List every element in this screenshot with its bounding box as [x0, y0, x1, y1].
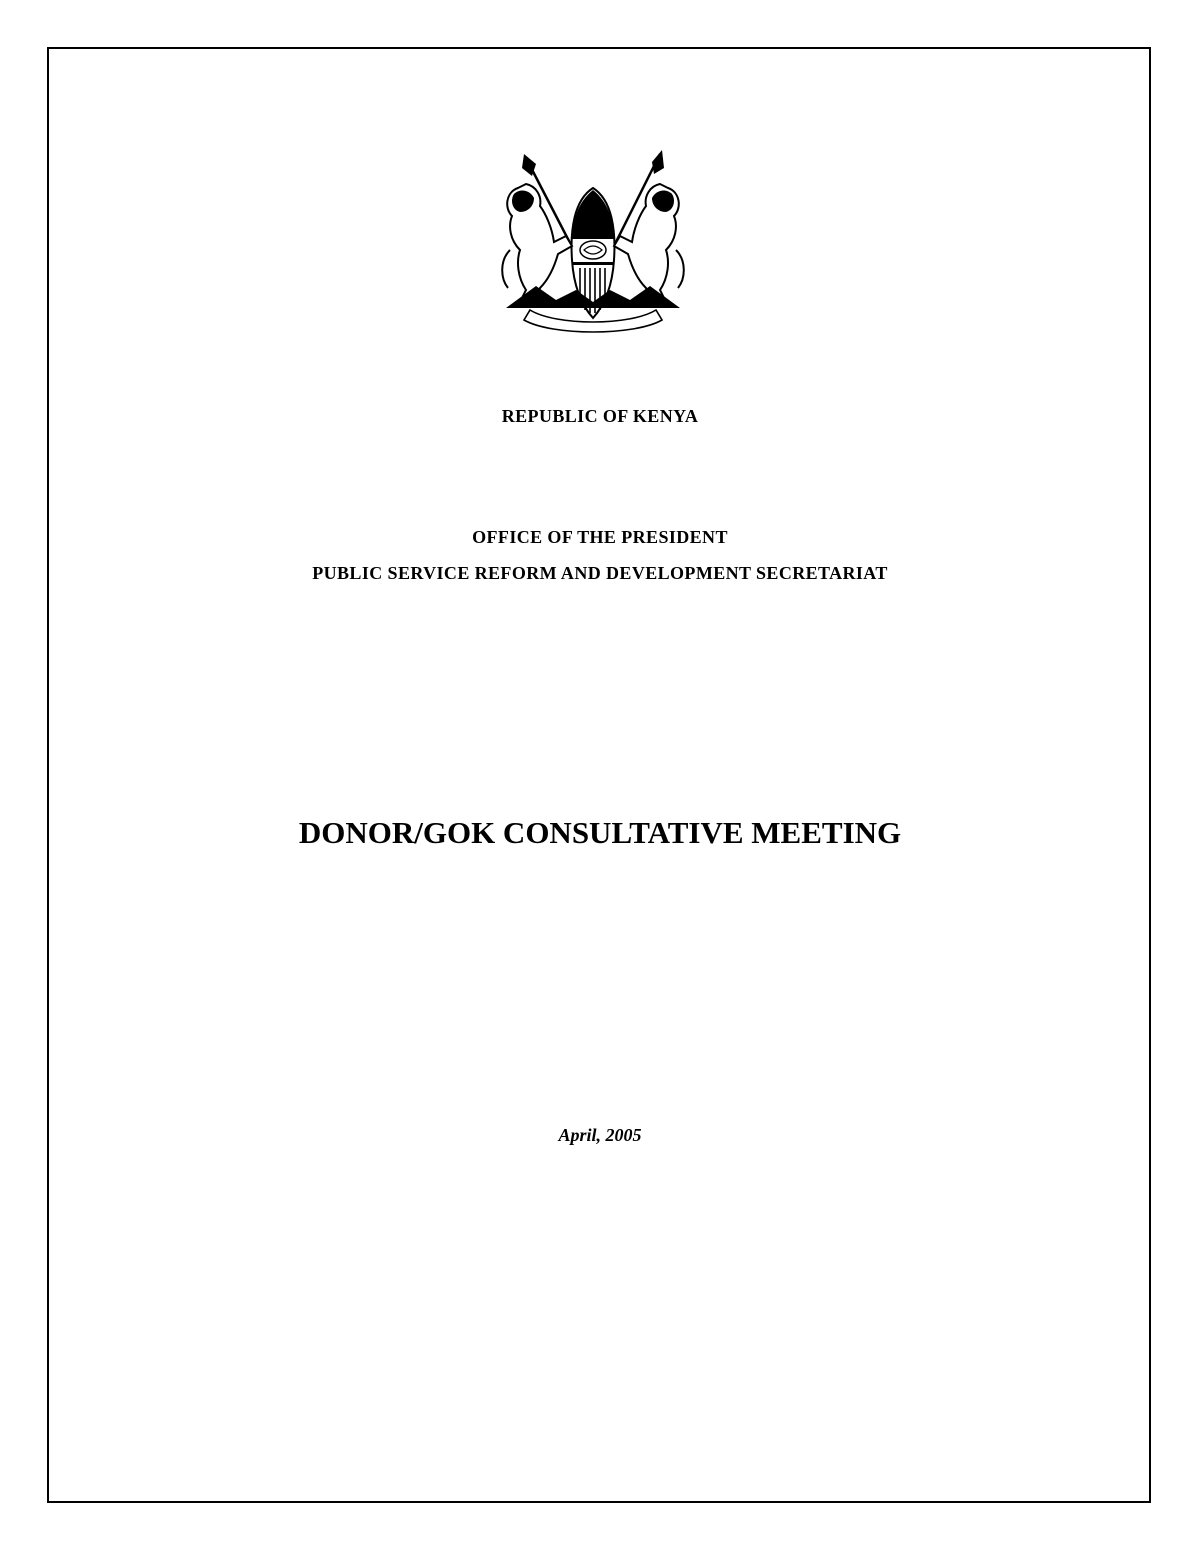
secretariat-heading: PUBLIC SERVICE REFORM AND DEVELOPMENT SECRETARIAT — [312, 563, 888, 583]
document-date: April, 2005 — [558, 1125, 642, 1145]
document-title: DONOR/GOK CONSULTATIVE MEETING — [298, 815, 902, 850]
office-heading: OFFICE OF THE PRESIDENT — [472, 527, 728, 547]
kenya-coat-of-arms-icon — [496, 150, 690, 336]
country-heading: REPUBLIC OF KENYA — [501, 406, 699, 426]
